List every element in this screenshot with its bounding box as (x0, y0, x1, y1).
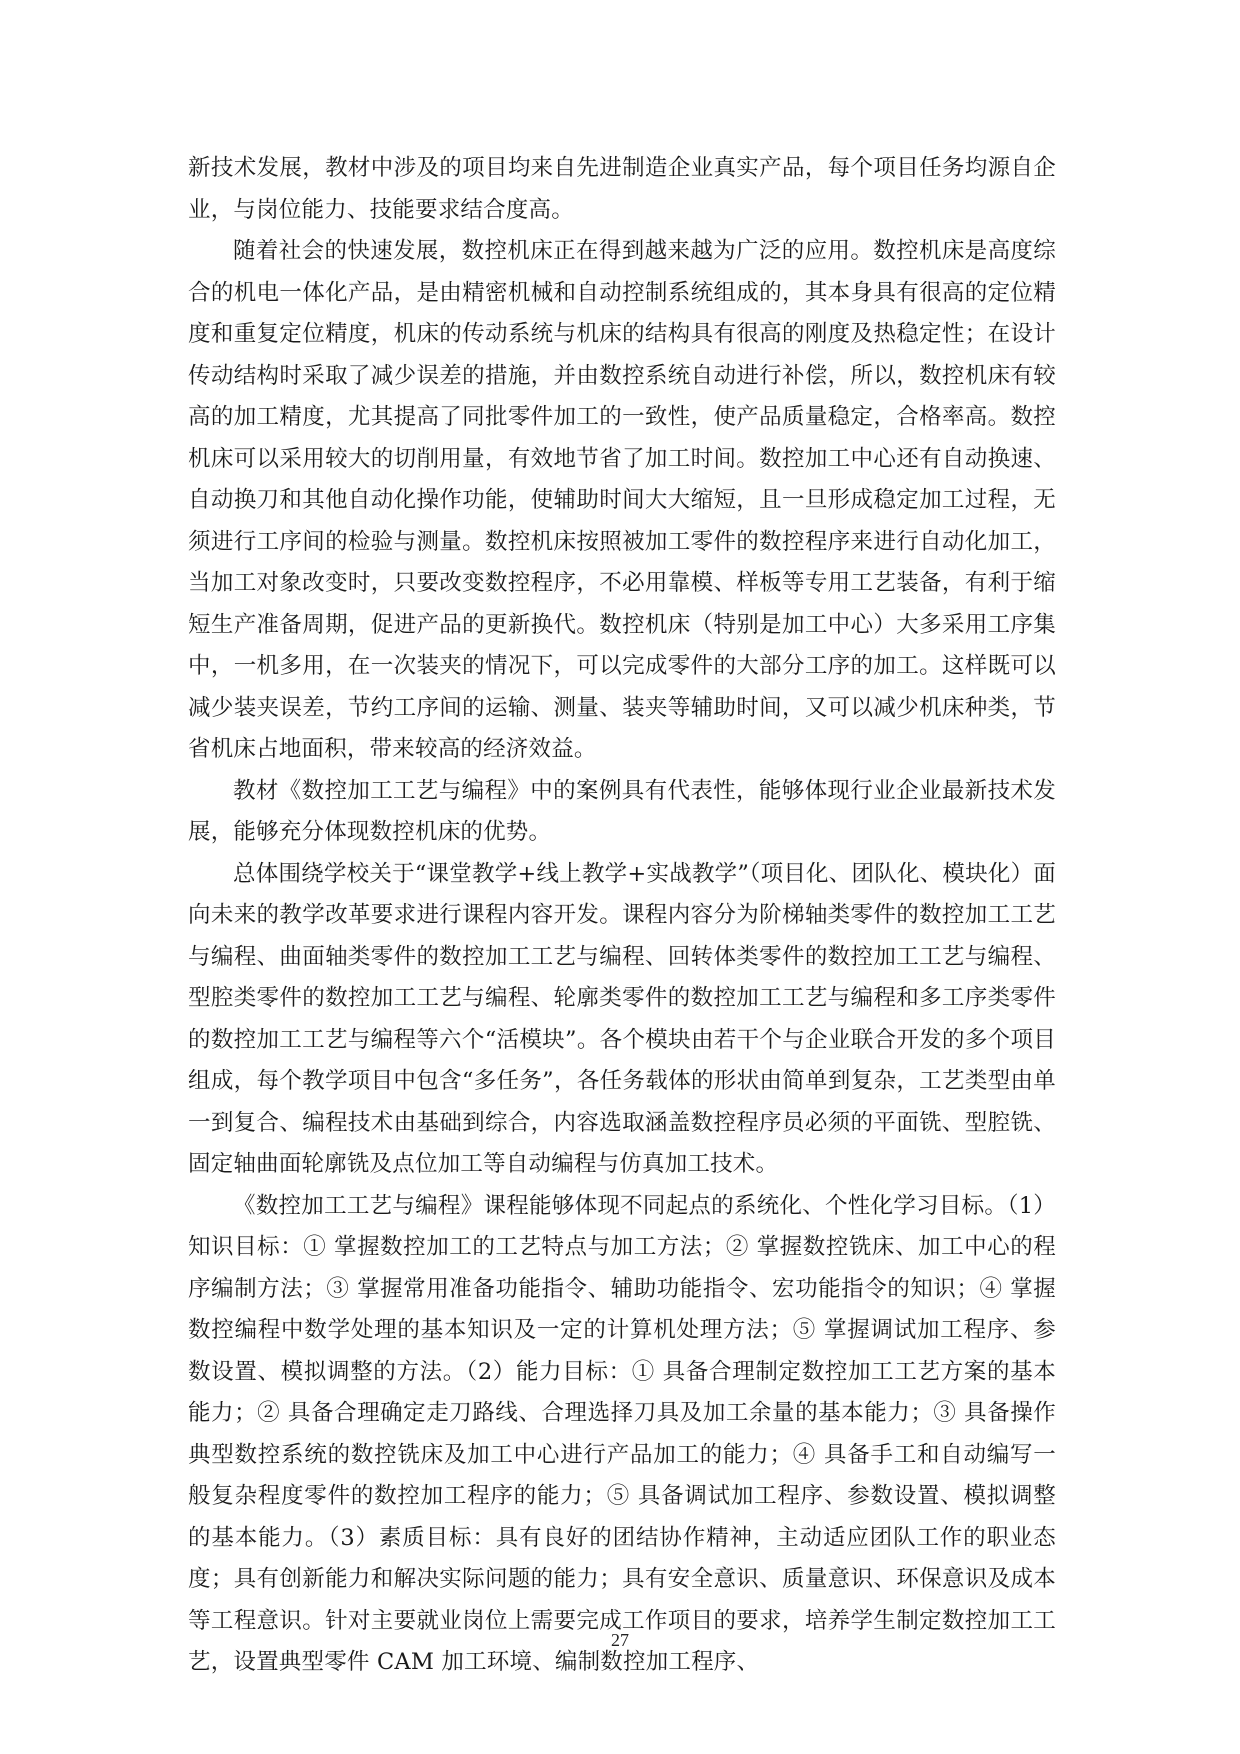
paragraph-1: 新技术发展，教材中涉及的项目均来自先进制造企业真实产品，每个项目任务均源自企业，与岗位能力、技能要求结合度高。 (188, 155, 1056, 223)
paragraph-2: 随着社会的快速发展，数控机床正在得到越来越为广泛的应用。数控机床是高度综合的机电一体化产品，是由精密机械和自动控制系统组成的，其本身具有很高的定位精度和重复定位精度，机床的传动系统与机床的结构具有很高的刚度及热稳定性；在设计传动结构时采取了减少误差的措施，并由数控系统自动进行补偿，所以，数控机床有较高的加工精度，尤其提高了同批零件加工的一致性，使产品质量稳定，合格率高。数控机床可以采用较大的切削用量，有效地节省了加工时间。数控加工中心还有自动换速、自动换刀和其他自动化操作功能，使辅助时间大大缩短，且一旦形成稳定加工过程，无须进行工序间的检验与测量。数控机床按照被加工零件的数控程序来进行自动化加工，当加工对象改变时，只要改变数控程序，不必用靠模、样板等专用工艺装备，有利于缩短生产准备周期，促进产品的更新换代。数控机床（特别是加工中心）大多采用工序集中，一机多用，在一次装夹的情况下，可以完成零件的大部分工序的加工。这样既可以减少装夹误差，节约工序间的运输、测量、装夹等辅助时间，又可以减少机床种类，节省机床占地面积，带来较高的经济效益。 (188, 238, 1056, 762)
paragraph-4: 总体围绕学校关于“课堂教学+线上教学+实战教学”（项目化、团队化、模块化）面向未来的教学改革要求进行课程内容开发。课程内容分为阶梯轴类零件的数控加工工艺与编程、曲面轴类零件的数控加工工艺与编程、回转体类零件的数控加工工艺与编程、型腔类零件的数控加工工艺与编程、轮廓类零件的数控加工工艺与编程和多工序类零件的数控加工工艺与编程等六个“活模块”。各个模块由若干个与企业联合开发的多个项目组成，每个教学项目中包含“多任务”，各任务载体的形状由简单到复杂，工艺类型由单一到复合、编程技术由基础到综合，内容选取涵盖数控程序员必须的平面铣、型腔铣、固定轴曲面轮廓铣及点位加工等自动编程与仿真加工技术。 (188, 860, 1056, 1177)
body-text (188, 148, 1056, 1684)
paragraph-3: 教材《数控加工工艺与编程》中的案例具有代表性，能够体现行业企业最新技术发展，能够充分体现数控机床的优势。 (188, 777, 1056, 845)
paragraph-5: 《数控加工工艺与编程》课程能够体现不同起点的系统化、个性化学习目标。（1）知识目标：① 掌握数控加工的工艺特点与加工方法；② 掌握数控铣床、加工中心的程序编制方法；③ 掌握常用准备功能指令、辅助功能指令、宏功能指令的知识；④ 掌握数控编程中数学处理的基本知识及一定的计算机处理方法；⑤ 掌握调试加工程序、参数设置、模拟调整的方法。（2）能力目标：① 具备合理制定数控加工工艺方案的基本能力；② 具备合理确定走刀路线、合理选择刀具及加工余量的基本能力；③ 具备操作典型数控系统的数控铣床及加工中心进行产品加工的能力；④ 具备手工和自动编写一般复杂程度零件的数控加工程序的能力；⑤ 具备调试加工程序、参数设置、模拟调整的基本能力。（3）素质目标：具有良好的团结协作精神，主动适应团队工作的职业态度；具有创新能力和解决实际问题的能力；具有安全意识、质量意识、环保意识及成本等工程意识。针对主要就业岗位上需要完成工作项目的要求，培养学生制定数控加工工艺，设置典型零件 CAM 加工环境、编制数控加工程序、 (188, 1192, 1056, 1675)
page-number: 27 (611, 1630, 629, 1650)
